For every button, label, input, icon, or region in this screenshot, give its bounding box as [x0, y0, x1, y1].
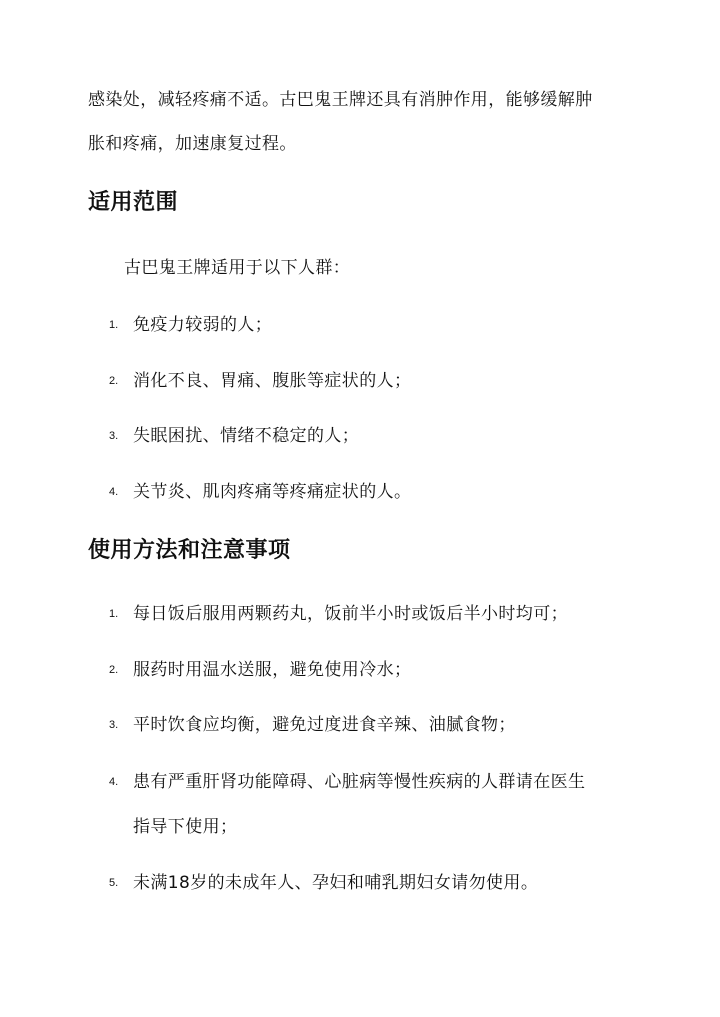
list-item-text: 关节炎、肌肉疼痛等疼痛症状的人。 — [133, 482, 412, 502]
list-item-text: 失眠困扰、情绪不稳定的人； — [133, 426, 360, 446]
intro-line-1: 感染处，减轻疼痛不适。古巴鬼王牌还具有消肿作用，能够缓解肿 — [88, 90, 593, 110]
list-item-number: 5. — [109, 877, 119, 889]
list-item-text: 平时饮食应均衡，避免过度进食辛辣、油腻食物； — [133, 715, 516, 735]
list-item-number: 4. — [109, 486, 119, 498]
list-item-text-continued: 指导下使用； — [133, 817, 238, 837]
list-item-text: 免疫力较弱的人； — [133, 315, 273, 335]
list-item-number: 3. — [109, 719, 119, 731]
section-title-usage: 使用方法和注意事项 — [88, 537, 291, 563]
list-item-text: 未满18岁的未成年人、孕妇和哺乳期妇女请勿使用。 — [133, 873, 539, 893]
section-title-scope: 适用范围 — [88, 189, 179, 215]
scope-lead: 古巴鬼王牌适用于以下人群： — [124, 258, 351, 278]
list-item-text: 每日饭后服用两颗药丸，饭前半小时或饭后半小时均可； — [133, 604, 568, 624]
list-item-number: 3. — [109, 430, 119, 442]
list-item-number: 4. — [109, 776, 119, 788]
list-item-text: 消化不良、胃痛、腹胀等症状的人； — [133, 371, 412, 391]
intro-line-2: 胀和疼痛，加速康复过程。 — [88, 134, 297, 154]
list-item-text: 患有严重肝肾功能障碍、心脏病等慢性疾病的人群请在医生 — [133, 772, 586, 792]
list-item-text: 服药时用温水送服，避免使用冷水； — [133, 660, 412, 680]
list-item-number: 2. — [109, 375, 119, 387]
list-item-number: 1. — [109, 319, 119, 331]
list-item-number: 1. — [109, 608, 119, 620]
list-item-number: 2. — [109, 664, 119, 676]
